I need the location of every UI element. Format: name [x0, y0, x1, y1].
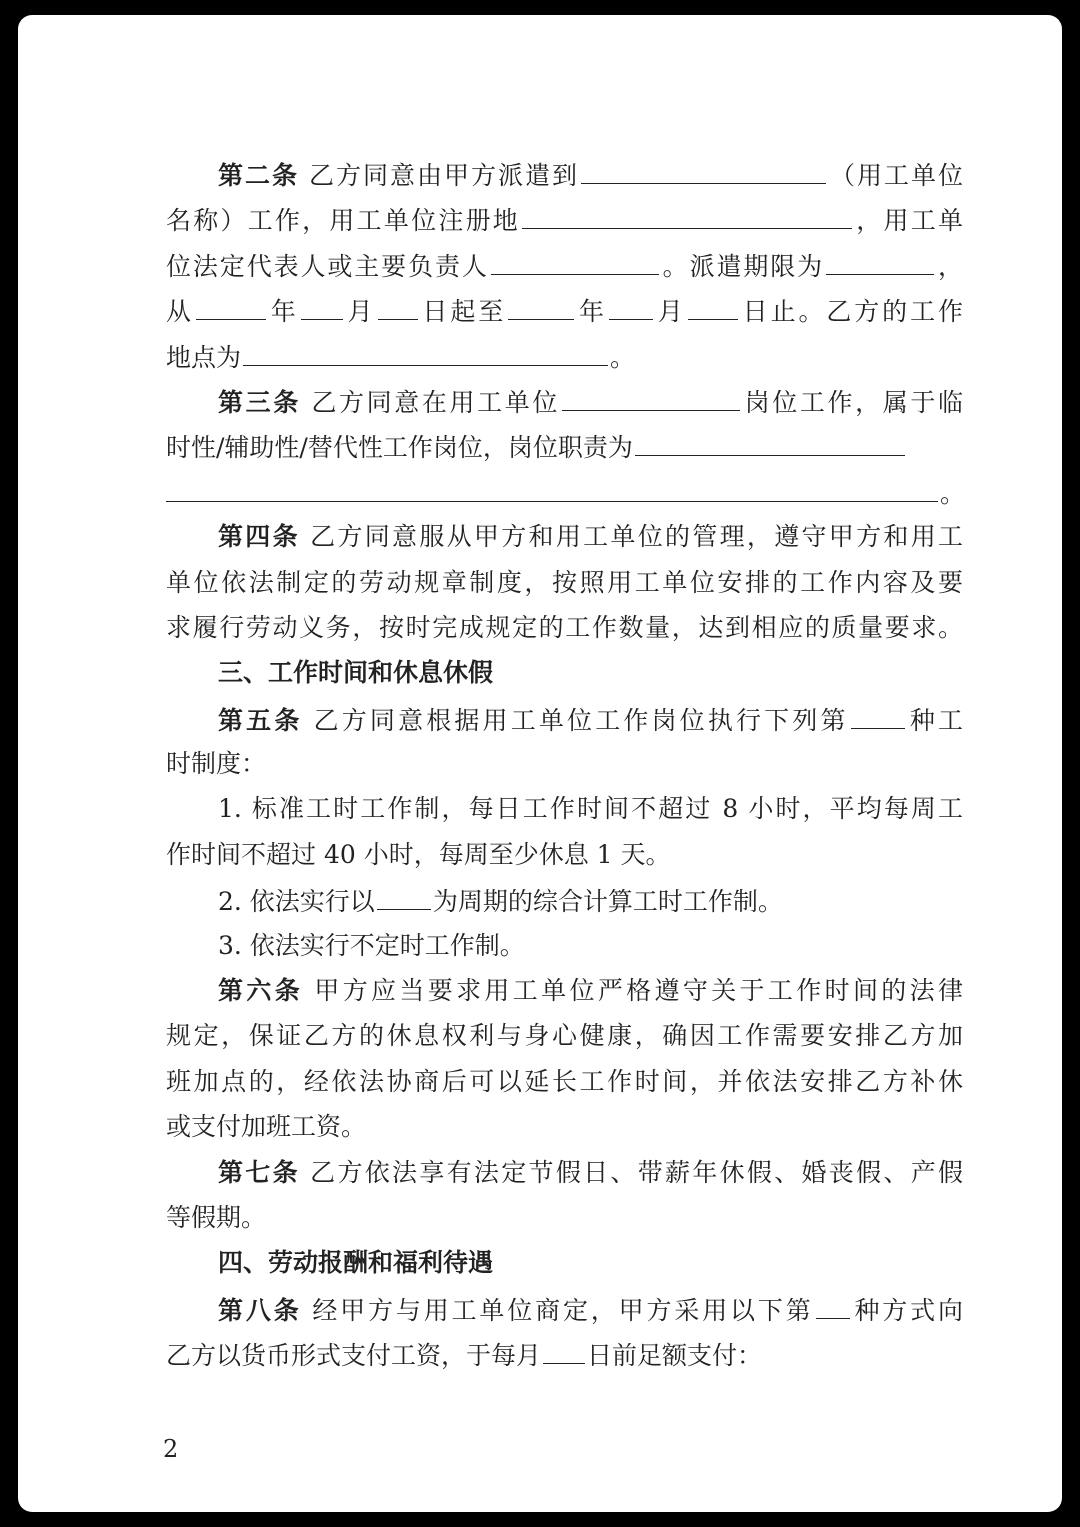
text: 求履行劳动义务，按时完成规定的工作数量，达到相应的质量要求。	[166, 612, 963, 642]
text: （用工单位	[827, 161, 963, 190]
text: 经甲方与用工单位商定，甲方采用以下第	[301, 1295, 814, 1325]
list-item	[166, 923, 963, 968]
text: 年	[267, 297, 299, 327]
text-line	[166, 1104, 963, 1149]
text: 乙方同意服从甲方和用工单位的管理，遵守甲方和用工	[299, 522, 963, 552]
text-line	[166, 1059, 963, 1104]
text-line	[166, 287, 963, 332]
blank-field	[378, 287, 418, 320]
page-number: 2	[163, 1435, 179, 1463]
text: 。	[940, 478, 966, 508]
text: 种工	[906, 705, 963, 735]
text: 日前足额支付：	[587, 1341, 763, 1371]
text: 3. 依法实行不定时工作制。	[218, 930, 525, 960]
article-heading: 第八条	[218, 1295, 302, 1325]
article-5-line	[166, 696, 963, 741]
text: 1. 标准工时工作制，每日工作时间不超过 8 小时，平均每周工	[218, 794, 963, 824]
text: 班加点的，经依法协商后可以延长工作时间，并依法安排乙方补休	[166, 1066, 963, 1096]
text-line	[166, 832, 963, 877]
text: 2. 依法实行以	[218, 887, 375, 917]
text: 为周期的综合计算工时工作制。	[432, 887, 783, 917]
text: 日止。乙方的工作	[739, 297, 963, 327]
blank-field	[816, 1286, 850, 1319]
blank-field	[581, 151, 826, 184]
text: 甲方应当要求用工单位严格遵守关于工作时间的法律	[303, 976, 963, 1006]
text: 单位依法制定的劳动规章制度，按照用工单位安排的工作内容及要	[166, 567, 963, 597]
blank-field	[377, 877, 431, 910]
blank-field	[243, 333, 608, 366]
text: 地点为	[166, 342, 242, 372]
article-6-line	[166, 968, 963, 1013]
blank-field	[688, 287, 738, 320]
text: 或支付加班工资。	[166, 1112, 367, 1142]
blank-field	[166, 469, 938, 502]
text: 年	[576, 297, 607, 327]
text-line	[166, 605, 963, 650]
blank-field	[543, 1331, 585, 1364]
article-4-line	[166, 514, 963, 559]
section-heading	[166, 650, 963, 695]
blank-field	[522, 196, 852, 229]
text: 。派遣期限为	[660, 251, 825, 281]
blank-field	[491, 242, 659, 275]
article-heading: 第六条	[218, 976, 304, 1006]
blank-field	[301, 287, 343, 320]
text-line	[166, 333, 963, 378]
text: 种方式向	[851, 1295, 963, 1325]
text: 乙方同意根据用工单位工作岗位执行下列第	[302, 705, 849, 735]
blank-field	[508, 287, 574, 320]
article-3-line	[166, 378, 963, 423]
text: 。	[610, 342, 636, 372]
article-2-line	[166, 151, 963, 196]
text-line	[166, 196, 963, 241]
article-heading: 第五条	[218, 705, 303, 735]
text-line	[166, 1331, 963, 1376]
text: 月	[344, 297, 376, 327]
article-heading: 第七条	[218, 1157, 300, 1187]
text: 名称）工作，用工单位注册地	[166, 206, 521, 236]
text-line	[166, 1013, 963, 1058]
text: 等假期。	[166, 1202, 267, 1232]
text: 月	[654, 297, 686, 327]
text-line	[166, 560, 963, 605]
article-heading: 第四条	[218, 522, 300, 552]
article-heading: 第三条	[218, 387, 301, 417]
text: 日起至	[419, 297, 507, 327]
article-heading: 第二条	[218, 161, 300, 190]
text: 从	[166, 297, 194, 327]
blank-field	[196, 287, 266, 320]
text: 乙方同意由甲方派遣到	[299, 161, 579, 190]
blank-field	[635, 423, 905, 456]
text-line	[166, 741, 963, 786]
section-title: 四、劳动报酬和福利待遇	[218, 1248, 494, 1278]
text-line	[166, 423, 963, 468]
list-item	[166, 786, 963, 831]
text: 乙方同意在用工单位	[300, 387, 561, 417]
contract-text	[166, 151, 966, 1377]
article-7-line	[166, 1150, 963, 1195]
list-item	[166, 877, 963, 922]
text: 乙方以货币形式支付工资，于每月	[166, 1341, 542, 1371]
text: 时制度：	[166, 749, 267, 779]
text: 规定，保证乙方的休息权利与身心健康，确因工作需要安排乙方加	[166, 1021, 963, 1051]
text: 位法定代表人或主要负责人	[166, 251, 489, 281]
text-line	[166, 242, 963, 287]
text: ，	[936, 251, 963, 281]
blank-field	[851, 696, 905, 729]
section-heading	[166, 1240, 963, 1285]
document-page	[18, 15, 1062, 1512]
blank-field	[609, 287, 653, 320]
blank-field	[562, 378, 740, 411]
article-8-line	[166, 1286, 963, 1331]
text-line	[166, 1195, 963, 1240]
blank-field	[826, 242, 934, 275]
text: 岗位工作，属于临	[742, 387, 963, 417]
text: 作时间不超过 40 小时，每周至少休息 1 天。	[166, 839, 671, 869]
text: 乙方依法享有法定节假日、带薪年休假、婚丧假、产假	[299, 1157, 963, 1187]
text: ，用工单	[854, 206, 963, 236]
section-title: 三、工作时间和休息休假	[218, 658, 494, 688]
text-line	[166, 469, 966, 514]
text: 时性/辅助性/替代性工作岗位，岗位职责为	[166, 433, 633, 463]
